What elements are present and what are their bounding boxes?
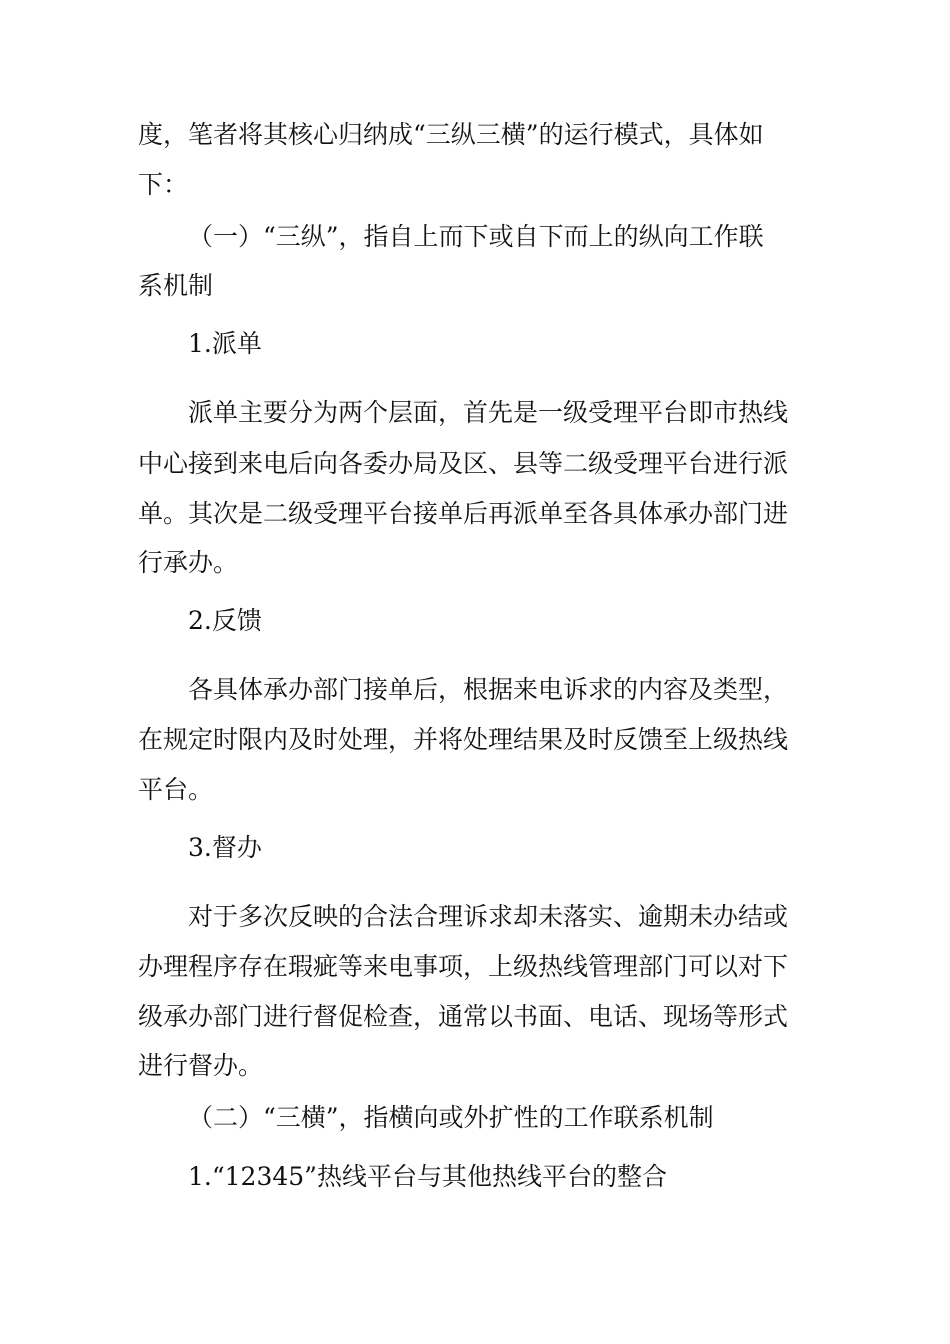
paragraph-dispatch-line-1: 派单主要分为两个层面，首先是一级受理平台即市热线: [188, 398, 789, 427]
paragraph-supervision-line-1: 对于多次反映的合法合理诉求却未落实、逾期未办结或: [188, 902, 789, 931]
paragraph-supervision-line-2: 办理程序存在瑕疵等来电事项，上级热线管理部门可以对下: [138, 952, 789, 981]
subheading-feedback: 2.反馈: [188, 606, 262, 635]
section-heading-1-line-2: 系机制: [138, 271, 214, 300]
paragraph-feedback-line-3: 平台。: [138, 775, 214, 804]
paragraph-intro-line-1: 度，笔者将其核心归纳成“三纵三横”的运行模式，具体如: [138, 120, 764, 149]
paragraph-feedback-line-2: 在规定时限内及时处理，并将处理结果及时反馈至上级热线: [138, 725, 789, 754]
section-heading-1-line-1: （一）“三纵”，指自上而下或自下而上的纵向工作联: [188, 222, 764, 251]
paragraph-dispatch-line-3: 单。其次是二级受理平台接单后再派单至各具体承办部门进: [138, 499, 789, 528]
paragraph-feedback-line-1: 各具体承办部门接单后，根据来电诉求的内容及类型，: [188, 675, 789, 704]
subheading-hotline-integration: 1.“12345”热线平台与其他热线平台的整合: [188, 1162, 667, 1191]
paragraph-dispatch-line-4: 行承办。: [138, 548, 239, 577]
paragraph-dispatch-line-2: 中心接到来电后向各委办局及区、县等二级受理平台进行派: [138, 449, 789, 478]
subheading-dispatch: 1.派单: [188, 329, 262, 358]
paragraph-supervision-line-3: 级承办部门进行督促检查，通常以书面、电话、现场等形式: [138, 1002, 789, 1031]
section-heading-2: （二）“三横”，指横向或外扩性的工作联系机制: [188, 1103, 714, 1132]
paragraph-supervision-line-4: 进行督办。: [138, 1051, 264, 1080]
subheading-supervision: 3.督办: [188, 833, 262, 862]
paragraph-intro-line-2: 下：: [138, 170, 189, 199]
